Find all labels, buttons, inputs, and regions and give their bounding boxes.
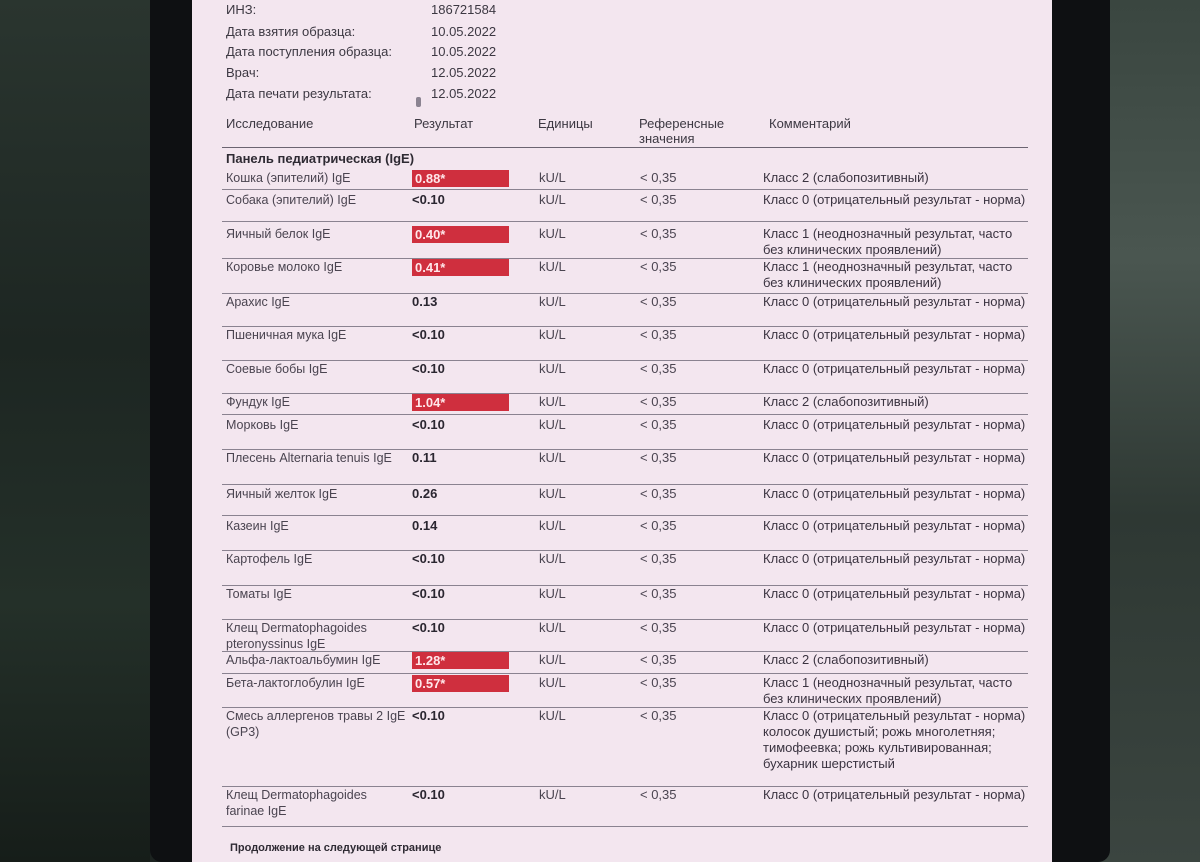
reference-value: < 0,35 [640, 170, 677, 185]
reference-value: < 0,35 [640, 361, 677, 376]
unit-value: kU/L [539, 361, 566, 376]
table-row [192, 294, 1052, 327]
result-value: 0.57* [412, 675, 509, 692]
comment-text: Класс 2 (слабопозитивный) [763, 652, 929, 667]
study-name: Морковь IgE [226, 418, 299, 432]
comment-text: Класс 0 (отрицательный результат - норма) [763, 551, 1026, 566]
doctor-label: Врач: [226, 65, 260, 80]
reference-value: < 0,35 [640, 586, 677, 601]
unit-value: kU/L [539, 170, 566, 185]
reference-value: < 0,35 [640, 675, 677, 690]
comment-text: Класс 2 (слабопозитивный) [763, 170, 929, 185]
unit-value: kU/L [539, 226, 566, 241]
comment-text: Класс 0 (отрицательный результат - норма) [763, 192, 1026, 207]
unit-value: kU/L [539, 620, 566, 635]
table-row [192, 652, 1052, 674]
reference-value: < 0,35 [640, 518, 677, 533]
result-value: <0.10 [412, 787, 445, 802]
reference-value: < 0,35 [640, 294, 677, 309]
reference-value: < 0,35 [640, 486, 677, 501]
sample-date-value: 10.05.2022 [431, 24, 497, 39]
table-row [192, 486, 1052, 516]
table-row [192, 417, 1052, 450]
col-units: Единицы [538, 116, 593, 131]
unit-value: kU/L [539, 486, 566, 501]
comment-text: Класс 0 (отрицательный результат - норма) [763, 327, 1026, 342]
unit-value: kU/L [539, 394, 566, 409]
study-name: Арахис IgE [226, 295, 290, 309]
study-name: Казеин IgE [226, 519, 289, 533]
table-row [192, 226, 1052, 259]
study-name: Яичный белок IgE [226, 227, 331, 241]
background-left [0, 0, 150, 862]
result-value: <0.10 [412, 417, 445, 432]
unit-value: kU/L [539, 586, 566, 601]
unit-value: kU/L [539, 259, 566, 274]
study-name: Пшеничная мука IgE [226, 328, 347, 342]
row-divider [222, 221, 1028, 222]
table-row [192, 787, 1052, 827]
row-divider [222, 826, 1028, 827]
received-label: Дата поступления образца: [226, 44, 392, 59]
reference-value: < 0,35 [640, 620, 677, 635]
col-reference [639, 116, 724, 146]
table-row [192, 394, 1052, 415]
table-row [192, 192, 1052, 222]
header-rule [222, 147, 1028, 148]
unit-value: kU/L [539, 192, 566, 207]
table-row [192, 450, 1052, 485]
study-name: Томаты IgE [226, 587, 292, 601]
result-value: <0.10 [412, 708, 445, 723]
row-divider [222, 189, 1028, 190]
study-name: Бета-лактоглобулин IgE [226, 676, 365, 690]
reference-value: < 0,35 [640, 787, 677, 802]
result-value: 0.41* [412, 259, 509, 276]
result-value: <0.10 [412, 327, 445, 342]
comment-text: Класс 0 (отрицательный результат - норма) [763, 361, 1026, 376]
sample-date-label: Дата взятия образца: [226, 24, 356, 39]
unit-value: kU/L [539, 518, 566, 533]
comment-text: Класс 1 (неоднозначный результат, часто без клинических проявлений) [763, 259, 1013, 290]
row-divider [222, 484, 1028, 485]
comment-text: Класс 0 (отрицательный результат - норма) [763, 294, 1026, 309]
row-divider [222, 673, 1028, 674]
comment-text: Класс 0 (отрицательный результат - норма) [763, 620, 1026, 635]
col-study: Исследование [226, 116, 314, 131]
table-row [192, 551, 1052, 586]
comment-text: Класс 0 (отрицательный результат - норма) [763, 518, 1026, 533]
comment-text: Класс 0 (отрицательный результат - норма) [763, 450, 1026, 465]
table-row [192, 586, 1052, 620]
table-row [192, 259, 1052, 294]
unit-value: kU/L [539, 675, 566, 690]
study-name: Картофель IgE [226, 552, 313, 566]
comment-text: Класс 0 (отрицательный результат - норма) [763, 486, 1026, 501]
comment-text: Класс 0 (отрицательный результат - норма) колосок душистый; рожь многолетняя; тимофеевка; рожь культивированная; бухарник шерстистый [763, 708, 1026, 771]
study-name: Яичный желток IgE [226, 487, 338, 501]
unit-value: kU/L [539, 708, 566, 723]
reference-value: < 0,35 [640, 226, 677, 241]
print-label: Дата печати результата: [226, 86, 372, 101]
table-row [192, 361, 1052, 394]
reference-value: < 0,35 [640, 192, 677, 207]
comment-text: Класс 1 (неоднозначный результат, часто без клинических проявлений) [763, 226, 1013, 257]
result-value: <0.10 [412, 192, 445, 207]
print-value: 12.05.2022 [431, 86, 497, 101]
reference-value: < 0,35 [640, 450, 677, 465]
result-value: 0.88* [412, 170, 509, 187]
reference-value: < 0,35 [640, 259, 677, 274]
table-row [192, 675, 1052, 708]
unit-value: kU/L [539, 417, 566, 432]
table-row [192, 708, 1052, 787]
study-name: Собака (эпителий) IgE [226, 193, 357, 207]
doctor-value: 12.05.2022 [431, 65, 497, 80]
result-value: <0.10 [412, 620, 445, 635]
unit-value: kU/L [539, 787, 566, 802]
lab-report-page [192, 0, 1052, 862]
study-name: Фундук IgE [226, 395, 290, 409]
table-row [192, 518, 1052, 551]
section-title: Панель педиатрическая (IgE) [226, 151, 415, 166]
study-name: Смесь аллергенов травы 2 IgE (GP3) [226, 709, 406, 739]
continued-note: Продолжение на следующей странице [230, 842, 442, 854]
table-row [192, 620, 1052, 652]
result-value: 0.13 [412, 294, 438, 309]
unit-value: kU/L [539, 652, 566, 667]
reference-value: < 0,35 [640, 551, 677, 566]
study-name: Клещ Dermatophagoides pteronyssinus IgE [226, 621, 367, 651]
study-name: Кошка (эпителий) IgE [226, 171, 351, 185]
result-value: 0.14 [412, 518, 438, 533]
row-divider [222, 515, 1028, 516]
received-value: 10.05.2022 [431, 44, 497, 59]
result-value: <0.10 [412, 586, 445, 601]
table-row [192, 327, 1052, 361]
study-name: Альфа-лактоальбумин IgE [226, 653, 381, 667]
col-reference-line1: Референсные [639, 116, 725, 131]
reference-value: < 0,35 [640, 417, 677, 432]
comment-text: Класс 0 (отрицательный результат - норма) [763, 417, 1026, 432]
unit-value: kU/L [539, 450, 566, 465]
smudge-mark [416, 97, 421, 107]
comment-text: Класс 0 (отрицательный результат - норма) [763, 586, 1026, 601]
inz-value: 186721584 [431, 2, 497, 17]
col-comment: Комментарий [769, 116, 851, 131]
reference-value: < 0,35 [640, 394, 677, 409]
result-value: 0.26 [412, 486, 438, 501]
comment-text: Класс 1 (неоднозначный результат, часто без клинических проявлений) [763, 675, 1013, 706]
reference-value: < 0,35 [640, 708, 677, 723]
result-value: 0.40* [412, 226, 509, 243]
study-name: Соевые бобы IgE [226, 362, 328, 376]
unit-value: kU/L [539, 327, 566, 342]
reference-value: < 0,35 [640, 327, 677, 342]
study-name: Коровье молоко IgE [226, 260, 343, 274]
result-value: 0.11 [412, 450, 437, 465]
result-value: <0.10 [412, 551, 445, 566]
inz-label: ИНЗ: [226, 2, 257, 17]
col-result: Результат [414, 116, 474, 131]
unit-value: kU/L [539, 551, 566, 566]
row-divider [222, 414, 1028, 415]
result-value: <0.10 [412, 361, 445, 376]
col-reference-line2: значения [639, 131, 695, 146]
table-row [192, 170, 1052, 190]
reference-value: < 0,35 [640, 652, 677, 667]
comment-text: Класс 0 (отрицательный результат - норма) [763, 787, 1026, 802]
study-name: Клещ Dermatophagoides farinae IgE [226, 788, 367, 818]
result-value: 1.28* [412, 652, 509, 669]
result-value: 1.04* [412, 394, 509, 411]
study-name: Плесень Alternaria tenuis IgE [226, 451, 392, 465]
unit-value: kU/L [539, 294, 566, 309]
comment-text: Класс 2 (слабопозитивный) [763, 394, 929, 409]
